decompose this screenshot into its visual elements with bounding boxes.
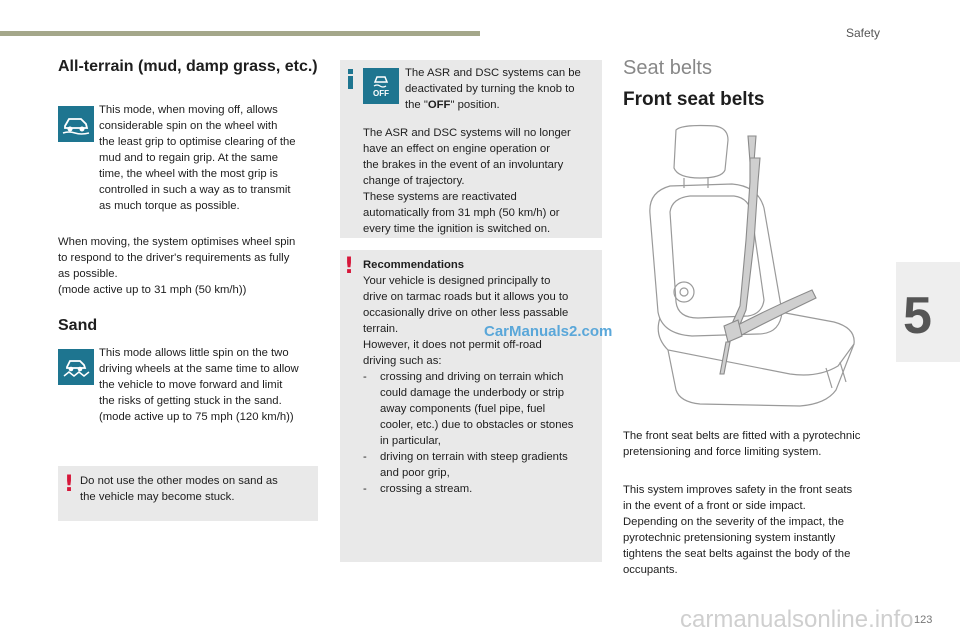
asr-off-icon (363, 68, 399, 104)
asr-text-part2: " position. (450, 99, 500, 111)
seatbelt-text-1: The front seat belts are fitted with a pyrotechnic pretensioning and force limiting system. (623, 430, 861, 458)
car-on-sand-icon (58, 349, 94, 385)
sand-warning-text: Do not use the other modes on sand as the vehicle may become stuck. (80, 475, 278, 503)
asr-off-label: OFF (373, 89, 389, 98)
seatbelt-text-2: This system improves safety in the front seats in the event of a front or side impact. Depending on the severity of the impact, the pyrotechnic pretensioning system instantly tightens the seat belts against the body of the occupants. (623, 484, 853, 576)
site-watermark: carmanualsonline.info (680, 606, 914, 633)
warning-icon: ! (64, 472, 75, 497)
asr-text-bold: OFF (427, 99, 451, 111)
allterrain-text: This mode, when moving off, allows considerable spin on the wheel with the least grip to optimise clearing of the mud and to regain grip. At the same time, the wheel with the most grip is controlled in such a way as to transmit as much torque as possible. (99, 104, 296, 212)
section-label: Safety (846, 26, 881, 40)
sand-text: This mode allows little spin on the two driving wheels at the same time to allow the vehicle to move forward and limit the risks of getting stuck in the sand. (mode active up to 75 mph (120 km/h)) (99, 347, 299, 423)
asr-text-part1: The ASR and DSC systems can be deactivated by turning the knob to the " (405, 67, 581, 111)
list-item: - driving on terrain with steep gradients and poor grip, (363, 449, 599, 481)
warning-icon: ! (344, 254, 355, 279)
allterrain-moving-text: When moving, the system optimises wheel spin to respond to the driver's requirements as fully as possible. (mode active up to 31 mph (50 km/h)) (58, 236, 296, 296)
section-title: Seat belts (623, 57, 712, 79)
asr-info-text: The ASR and DSC systems will no longer have an effect on engine operation or the brakes in the event of an involuntary change of trajectory. These systems are reactivated automatically from 31 mph (50 km/h) or every time the ignition is switched on. (363, 127, 571, 235)
recommendations-list (363, 369, 599, 497)
sand-heading: Sand (58, 317, 98, 334)
info-icon (348, 76, 353, 89)
info-icon-dot (348, 69, 353, 74)
header-rule (0, 31, 480, 36)
list-item: - crossing a stream. (363, 481, 599, 497)
front-seat-with-belt-illustration (640, 122, 870, 412)
asr-text (405, 65, 601, 113)
list-item: - crossing and driving on terrain which could damage the underbody or strip away components (fuel pipe, fuel cooler, etc.) due to obstacles or stones in particular, (363, 369, 599, 449)
brand-watermark: CarManuals2.com (484, 323, 613, 340)
recommendations-heading: Recommendations (363, 259, 465, 271)
subsection-title: Front seat belts (623, 89, 765, 110)
page-number: 123 (914, 614, 933, 626)
car-on-mud-icon (58, 106, 94, 142)
chapter-number: 5 (903, 287, 932, 345)
recommendations-text: Your vehicle is designed principally to drive on tarmac roads but it allows you to occasionally drive on other less passable terrain. However, it does not permit off-road driving such as: (363, 275, 569, 367)
allterrain-heading: All-terrain (mud, damp grass, etc.) (58, 58, 318, 75)
